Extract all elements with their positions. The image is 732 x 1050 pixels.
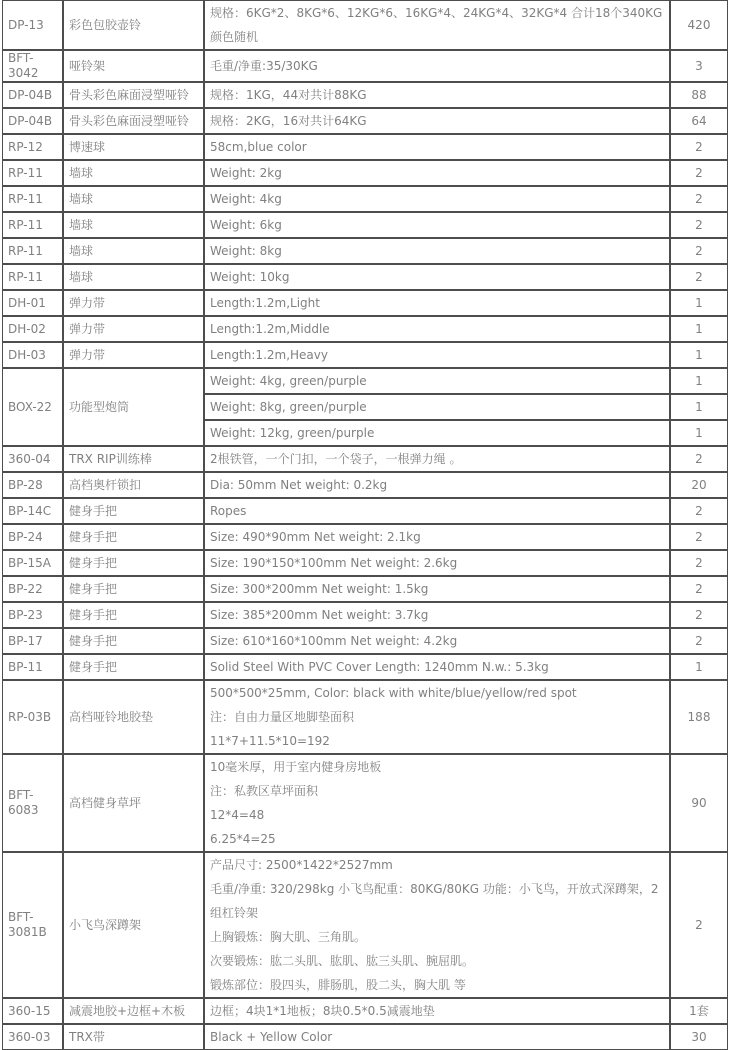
spec-cell	[204, 134, 670, 160]
qty-cell: 1	[670, 368, 728, 394]
qty-cell: 1	[670, 316, 728, 342]
table-row	[2, 550, 728, 576]
spec-cell	[204, 446, 670, 472]
code-cell: RP-11	[2, 160, 63, 186]
spec-line: 边框；4块1*1地板；8块0.5*0.5减震地垫	[210, 1004, 435, 1018]
spec-line: Weight: 4kg, green/purple	[210, 374, 367, 388]
name-cell: 健身手把	[63, 524, 204, 550]
spec-cell	[204, 368, 670, 394]
name-cell: 功能型炮筒	[63, 368, 204, 446]
name-cell: 健身手把	[63, 498, 204, 524]
code-cell: BP-11	[2, 654, 63, 680]
table-row	[2, 524, 728, 550]
qty-cell: 2	[670, 498, 728, 524]
spec-line: Size: 490*90mm Net weight: 2.1kg	[210, 530, 421, 544]
table-row	[2, 82, 728, 108]
qty-cell: 1	[670, 654, 728, 680]
name-cell: 健身手把	[63, 628, 204, 654]
qty-cell: 2	[670, 160, 728, 186]
name-cell: 骨头彩色麻面浸塑哑铃	[63, 108, 204, 134]
name-cell: 墙球	[63, 238, 204, 264]
spec-line: 58cm,blue color	[210, 140, 307, 154]
name-cell: 哑铃架	[63, 50, 204, 82]
spec-cell	[204, 472, 670, 498]
name-cell: 弹力带	[63, 290, 204, 316]
name-cell: 小飞鸟深蹲架	[63, 852, 204, 998]
spec-line: Weight: 6kg	[210, 218, 282, 232]
name-cell: 高档哑铃地胶垫	[63, 680, 204, 754]
code-cell: 360-15	[2, 998, 63, 1024]
name-cell: 健身手把	[63, 654, 204, 680]
name-cell: 墙球	[63, 186, 204, 212]
table-row	[2, 212, 728, 238]
spec-line: 规格：1KG，44对共计88KG	[210, 88, 367, 102]
name-cell: 减震地胶+边框+木板	[63, 998, 204, 1024]
spec-cell	[204, 212, 670, 238]
spec-line: 上胸锻炼：胸大肌、三角肌。	[210, 930, 367, 944]
code-cell: BFT-3081B	[2, 852, 63, 998]
spec-cell	[204, 680, 670, 754]
qty-cell: 1	[670, 394, 728, 420]
name-cell: 高档健身草坪	[63, 754, 204, 852]
spec-cell	[204, 342, 670, 368]
name-cell: 墙球	[63, 160, 204, 186]
spec-line: Length:1.2m,Heavy	[210, 348, 328, 362]
spec-line: Size: 300*200mm Net weight: 1.5kg	[210, 582, 429, 596]
spec-line: Length:1.2m,Light	[210, 296, 320, 310]
spec-cell	[204, 316, 670, 342]
table-row	[2, 134, 728, 160]
code-cell: BP-24	[2, 524, 63, 550]
spec-line: Weight: 2kg	[210, 166, 282, 180]
spec-line: 产品尺寸: 2500*1422*2527mm	[210, 858, 393, 872]
spec-cell	[204, 628, 670, 654]
spec-line: Size: 610*160*100mm Net weight: 4.2kg	[210, 634, 458, 648]
inventory-table-body	[2, 0, 728, 1050]
qty-cell: 1套	[670, 998, 728, 1024]
qty-cell: 188	[670, 680, 728, 754]
spec-line: 规格：2KG，16对共计64KG	[210, 114, 367, 128]
spec-line: Solid Steel With PVC Cover Length: 1240mm N.w.: 5.3kg	[210, 660, 549, 674]
spec-line: Size: 190*150*100mm Net weight: 2.6kg	[210, 556, 458, 570]
spec-cell	[204, 1024, 670, 1050]
spec-cell	[204, 0, 670, 50]
code-cell: RP-03B	[2, 680, 63, 754]
table-row	[2, 238, 728, 264]
code-cell: DH-03	[2, 342, 63, 368]
name-cell: TRX RIP训练棒	[63, 446, 204, 472]
code-cell: BOX-22	[2, 368, 63, 446]
name-cell: 健身手把	[63, 576, 204, 602]
table-row	[2, 754, 728, 852]
spec-line: Weight: 4kg	[210, 192, 282, 206]
table-row	[2, 316, 728, 342]
spec-cell	[204, 998, 670, 1024]
spec-line: Size: 385*200mm Net weight: 3.7kg	[210, 608, 429, 622]
code-cell: BP-28	[2, 472, 63, 498]
table-row	[2, 186, 728, 212]
name-cell: 健身手把	[63, 602, 204, 628]
table-row	[2, 654, 728, 680]
code-cell: RP-11	[2, 212, 63, 238]
name-cell: 弹力带	[63, 316, 204, 342]
code-cell: BP-22	[2, 576, 63, 602]
code-cell: DP-04B	[2, 82, 63, 108]
code-cell: RP-12	[2, 134, 63, 160]
name-cell: 骨头彩色麻面浸塑哑铃	[63, 82, 204, 108]
qty-cell: 1	[670, 290, 728, 316]
spec-line: 规格：6KG*2、8KG*6、12KG*6、16KG*4、24KG*4、32KG*4 合计18个340KG 颜色随机	[210, 6, 663, 44]
qty-cell: 2	[670, 134, 728, 160]
code-cell: BP-17	[2, 628, 63, 654]
equipment-inventory-table	[2, 0, 728, 1050]
qty-cell: 88	[670, 82, 728, 108]
spec-line: 11*7+11.5*10=192	[210, 734, 330, 748]
code-cell: BFT-3042	[2, 50, 63, 82]
qty-cell: 2	[670, 524, 728, 550]
name-cell: TRX带	[63, 1024, 204, 1050]
qty-cell: 1	[670, 420, 728, 446]
spec-cell	[204, 754, 670, 852]
code-cell: DP-04B	[2, 108, 63, 134]
table-row	[2, 576, 728, 602]
qty-cell: 3	[670, 50, 728, 82]
qty-cell: 2	[670, 550, 728, 576]
spec-cell	[204, 160, 670, 186]
spec-cell	[204, 602, 670, 628]
spec-line: 10毫米厚，用于室内健身房地板	[210, 760, 382, 774]
spec-cell	[204, 108, 670, 134]
spec-line: 2根铁管，一个门扣，一个袋子，一根弹力绳 。	[210, 452, 462, 466]
table-row	[2, 108, 728, 134]
table-row	[2, 368, 728, 394]
spec-cell	[204, 186, 670, 212]
table-row	[2, 290, 728, 316]
code-cell: BP-15A	[2, 550, 63, 576]
qty-cell: 2	[670, 852, 728, 998]
spec-cell	[204, 654, 670, 680]
table-row	[2, 852, 728, 998]
spec-cell	[204, 82, 670, 108]
qty-cell: 2	[670, 186, 728, 212]
spec-line: Black + Yellow Color	[210, 1030, 333, 1044]
name-cell: 高档奥杆锁扣	[63, 472, 204, 498]
spec-cell	[204, 576, 670, 602]
table-row	[2, 160, 728, 186]
qty-cell: 20	[670, 472, 728, 498]
table-row	[2, 264, 728, 290]
code-cell: RP-11	[2, 186, 63, 212]
spec-line: Weight: 12kg, green/purple	[210, 426, 375, 440]
spec-cell	[204, 394, 670, 420]
name-cell: 健身手把	[63, 550, 204, 576]
name-cell: 墙球	[63, 264, 204, 290]
qty-cell: 30	[670, 1024, 728, 1050]
spec-line: 6.25*4=25	[210, 832, 276, 846]
code-cell: BP-14C	[2, 498, 63, 524]
qty-cell: 2	[670, 264, 728, 290]
spec-line: Ropes	[210, 504, 247, 518]
qty-cell: 2	[670, 238, 728, 264]
spec-line: 12*4=48	[210, 808, 265, 822]
table-row	[2, 628, 728, 654]
name-cell: 彩色包胶壶铃	[63, 0, 204, 50]
table-row	[2, 498, 728, 524]
table-row	[2, 0, 728, 50]
table-row	[2, 50, 728, 82]
qty-cell: 2	[670, 212, 728, 238]
qty-cell: 2	[670, 628, 728, 654]
spec-line: 锻炼部位：股四头，腓肠肌，股二头，胸大肌 等	[210, 978, 466, 992]
spec-line: 毛重/净重:35/30KG	[210, 59, 318, 73]
code-cell: 360-04	[2, 446, 63, 472]
qty-cell: 2	[670, 576, 728, 602]
code-cell: 360-03	[2, 1024, 63, 1050]
code-cell: RP-11	[2, 238, 63, 264]
table-row	[2, 446, 728, 472]
table-row	[2, 342, 728, 368]
table-row	[2, 998, 728, 1024]
code-cell: DH-01	[2, 290, 63, 316]
spec-cell	[204, 238, 670, 264]
qty-cell: 1	[670, 342, 728, 368]
qty-cell: 2	[670, 446, 728, 472]
spec-cell	[204, 852, 670, 998]
spec-line: Dia: 50mm Net weight: 0.2kg	[210, 478, 388, 492]
spec-line: Weight: 8kg	[210, 244, 282, 258]
name-cell: 墙球	[63, 212, 204, 238]
qty-cell: 64	[670, 108, 728, 134]
table-row	[2, 680, 728, 754]
spec-cell	[204, 524, 670, 550]
spec-cell	[204, 420, 670, 446]
spec-line: Length:1.2m,Middle	[210, 322, 330, 336]
spec-line: Weight: 8kg, green/purple	[210, 400, 367, 414]
code-cell: RP-11	[2, 264, 63, 290]
spec-line: 毛重/净重: 320/298kg 小飞鸟配重：80KG/80KG 功能：小飞鸟，开放式深蹲架，2组杠铃架	[210, 882, 659, 920]
qty-cell: 2	[670, 602, 728, 628]
code-cell: BP-23	[2, 602, 63, 628]
qty-cell: 90	[670, 754, 728, 852]
name-cell: 博速球	[63, 134, 204, 160]
code-cell: DH-02	[2, 316, 63, 342]
spec-line: 500*500*25mm, Color: black with white/blue/yellow/red spot	[210, 686, 577, 700]
spec-line: 注：私教区草坪面积	[210, 784, 319, 798]
code-cell: DP-13	[2, 0, 63, 50]
table-row	[2, 472, 728, 498]
table-row	[2, 1024, 728, 1050]
spec-line: Weight: 10kg	[210, 270, 290, 284]
name-cell: 弹力带	[63, 342, 204, 368]
spec-cell	[204, 498, 670, 524]
spec-line: 注：自由力量区地脚垫面积	[210, 710, 355, 724]
qty-cell: 420	[670, 0, 728, 50]
spec-cell	[204, 50, 670, 82]
table-row	[2, 602, 728, 628]
code-cell: BFT-6083	[2, 754, 63, 852]
spec-cell	[204, 290, 670, 316]
spec-cell	[204, 550, 670, 576]
spec-line: 次要锻炼：肱二头肌、肱肌、肱三头肌、腕屈肌。	[210, 954, 475, 968]
spec-cell	[204, 264, 670, 290]
